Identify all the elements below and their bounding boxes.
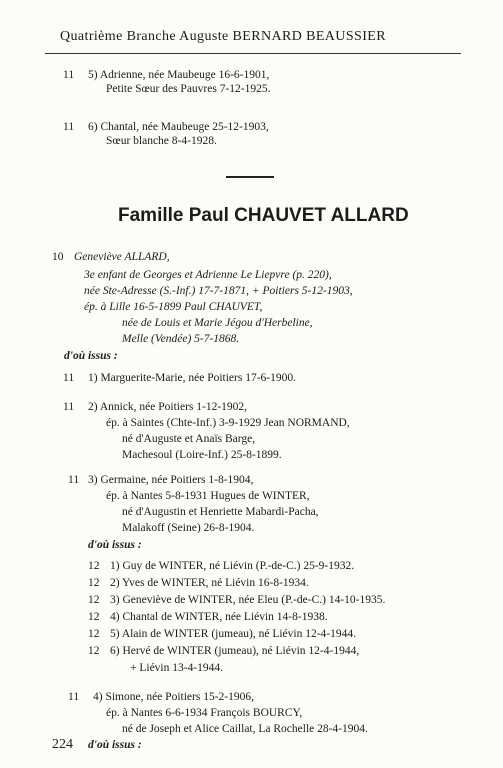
child-line: 1) Marguerite-Marie, née Poitiers 17-6-1900. (88, 372, 297, 384)
child-line: Malakoff (Seine) 26-8-1904. (122, 522, 255, 534)
child-gen: 11 (63, 372, 75, 384)
main-name: Geneviève ALLARD, (74, 251, 170, 263)
grandchild-gen: 12 (88, 645, 100, 657)
main-detail: née Ste-Adresse (S.-Inf.) 17-7-1871, + Poitiers 5-12-1903, (84, 285, 353, 297)
child-line: né de Joseph et Alice Caillat, La Rochelle 28-4-1904. (122, 723, 368, 735)
issue-label: d'où issus : (64, 350, 118, 362)
main-gen: 10 (52, 251, 64, 263)
issue-label: d'où issus : (88, 739, 142, 751)
issue-label: d'où issus : (88, 539, 142, 551)
grandchild-line: 4) Chantal de WINTER, née Liévin 14-8-1938. (110, 611, 328, 623)
grandchild-gen: 12 (88, 577, 100, 589)
child-line: 2) Annick, née Poitiers 1-12-1902, (88, 401, 248, 413)
family-title: Famille Paul CHAUVET ALLARD (118, 205, 409, 226)
main-detail: 3e enfant de Georges et Adrienne Le Liepvre (p. 220), (84, 269, 332, 281)
entry-line: 5) Adrienne, née Maubeuge 16-6-1901, (88, 69, 270, 81)
grandchild-gen: 12 (88, 628, 100, 640)
grandchild-line: 3) Geneviève de WINTER, née Eleu (P.-de-C.) 14-10-1935. (110, 594, 386, 606)
page-number: 224 (52, 737, 73, 752)
grandchild-line: 1) Guy de WINTER, né Liévin (P.-de-C.) 25-9-1932. (110, 560, 355, 572)
grandchild-gen: 12 (88, 594, 100, 606)
entry-line: Petite Sœur des Pauvres 7-12-1925. (106, 83, 271, 95)
entry-gen: 11 (63, 121, 75, 133)
grandchild-line: 2) Yves de WINTER, né Liévin 16-8-1934. (110, 577, 309, 589)
grandchild-line: + Liévin 13-4-1944. (130, 662, 224, 674)
grandchild-line: 6) Hervé de WINTER (jumeau), né Liévin 12-4-1944, (110, 645, 360, 657)
main-detail: née de Louis et Marie Jégou d'Herbeline, (122, 317, 313, 329)
child-line: ép. à Nantes 5-8-1931 Hugues de WINTER, (106, 490, 310, 502)
grandchild-gen: 12 (88, 611, 100, 623)
child-line: 4) Simone, née Poitiers 15-2-1906, (93, 691, 254, 703)
child-gen: 11 (68, 691, 80, 703)
running-header: Quatrième Branche Auguste BERNARD BEAUSSIER (60, 29, 386, 44)
child-gen: 11 (63, 401, 75, 413)
entry-gen: 11 (63, 69, 75, 81)
child-line: Machesoul (Loire-Inf.) 25-8-1899. (122, 449, 282, 461)
main-detail: Melle (Vendée) 5-7-1868. (122, 333, 240, 345)
entry-line: Sœur blanche 8-4-1928. (106, 135, 217, 147)
child-line: né d'Augustin et Henriette Mabardi-Pacha, (122, 506, 319, 518)
child-line: ép. à Saintes (Chte-Inf.) 3-9-1929 Jean NORMAND, (106, 417, 350, 429)
child-line: né d'Auguste et Anaïs Barge, (122, 433, 256, 445)
grandchild-gen: 12 (88, 560, 100, 572)
section-separator (226, 176, 274, 178)
child-line: ép. à Nantes 6-6-1934 François BOURCY, (106, 707, 303, 719)
header-rule (45, 53, 461, 54)
grandchild-line: 5) Alain de WINTER (jumeau), né Liévin 12-4-1944. (110, 628, 357, 640)
child-gen: 11 (68, 474, 80, 486)
entry-line: 6) Chantal, née Maubeuge 25-12-1903, (88, 121, 269, 133)
child-line: 3) Germaine, née Poitiers 1-8-1904, (88, 474, 254, 486)
main-detail: ép. à Lille 16-5-1899 Paul CHAUVET, (84, 301, 263, 313)
